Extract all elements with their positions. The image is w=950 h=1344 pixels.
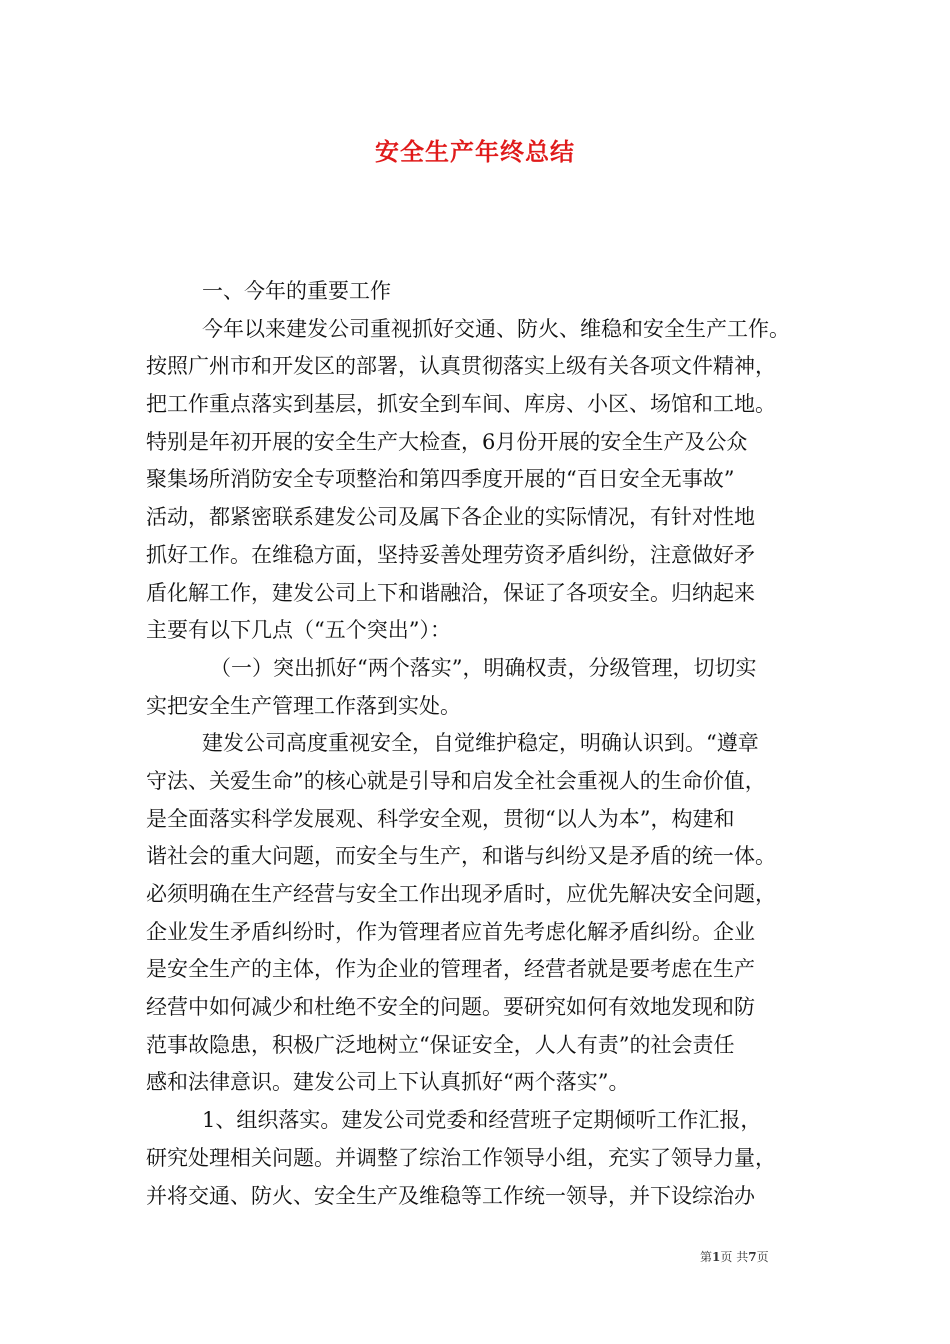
paragraph-line: 是安全生产的主体，作为企业的管理者，经营者就是要考虑在生产 — [146, 957, 755, 982]
paragraph-line: 1、组织落实。建发公司党委和经营班子定期倾听工作汇报， — [202, 1108, 762, 1133]
paragraph-line: 建发公司高度重视安全，自觉维护稳定，明确认识到。“遵章 — [202, 731, 759, 756]
section-heading: 一、今年的重要工作 — [202, 279, 391, 303]
paragraph-line: 研究处理相关问题。并调整了综治工作领导小组，充实了领导力量， — [146, 1145, 776, 1170]
paragraph-line: 特别是年初开展的安全生产大检查，6月份开展的安全生产及公众 — [146, 429, 748, 454]
paragraph-line: 聚集场所消防安全专项整治和第四季度开展的“百日安全无事故” — [146, 467, 735, 492]
document-body — [146, 273, 810, 1215]
current-page-number: 1 — [712, 1250, 721, 1264]
paragraph-line: 企业发生矛盾纠纷时，作为管理者应首先考虑化解矛盾纠纷。企业 — [146, 919, 755, 944]
paragraph-line: 必须明确在生产经营与安全工作出现矛盾时，应优先解决安全问题， — [146, 882, 776, 906]
paragraph-line: 是全面落实科学发展观、科学安全观，贯彻“以人为本”，构建和 — [146, 806, 735, 831]
document-title: 安全生产年终总结 — [375, 138, 575, 166]
page-footer — [700, 1248, 820, 1265]
paragraph-line: 感和法律意识。建发公司上下认真抓好“两个落实”。 — [146, 1070, 630, 1095]
subsection-heading-cont: 实把安全生产管理工作落到实处。 — [146, 693, 461, 718]
paragraph-line: 盾化解工作，建发公司上下和谐融洽，保证了各项安全。归纳起来 — [146, 580, 755, 605]
footer-suffix: 页 — [756, 1250, 769, 1264]
paragraph-line: 把工作重点落实到基层，抓安全到车间、库房、小区、场馆和工地。 — [146, 392, 776, 417]
footer-prefix: 第 — [700, 1250, 713, 1264]
paragraph-line: 谐社会的重大问题，而安全与生产，和谐与纠纷又是矛盾的统一体。 — [146, 844, 776, 869]
paragraph-line: 今年以来建发公司重视抓好交通、防火、维稳和安全生产工作。 — [202, 316, 790, 341]
paragraph-line: 按照广州市和开发区的部署，认真贯彻落实上级有关各项文件精神， — [146, 354, 776, 379]
footer-middle: 页 共 — [720, 1250, 749, 1264]
paragraph-line: 经营中如何减少和杜绝不安全的问题。要研究如何有效地发现和防 — [146, 995, 755, 1020]
paragraph-line: 并将交通、防火、安全生产及维稳等工作统一领导，并下设综治办 — [146, 1183, 755, 1208]
paragraph-line: 范事故隐患，积极广泛地树立“保证安全，人人有责”的社会责任 — [146, 1032, 735, 1057]
total-page-count: 7 — [748, 1250, 757, 1264]
paragraph-line: 活动，都紧密联系建发公司及属下各企业的实际情况，有针对性地 — [146, 505, 755, 530]
subsection-heading: （一）突出抓好“两个落实”，明确权责，分级管理，切切实 — [210, 655, 757, 680]
paragraph-line: 守法、关爱生命”的核心就是引导和启发全社会重视人的生命价值， — [146, 768, 766, 793]
paragraph-line: 抓好工作。在维稳方面，坚持妥善处理劳资矛盾纠纷，注意做好矛 — [146, 542, 755, 567]
paragraph-line: 主要有以下几点（“五个突出”）： — [146, 618, 451, 643]
